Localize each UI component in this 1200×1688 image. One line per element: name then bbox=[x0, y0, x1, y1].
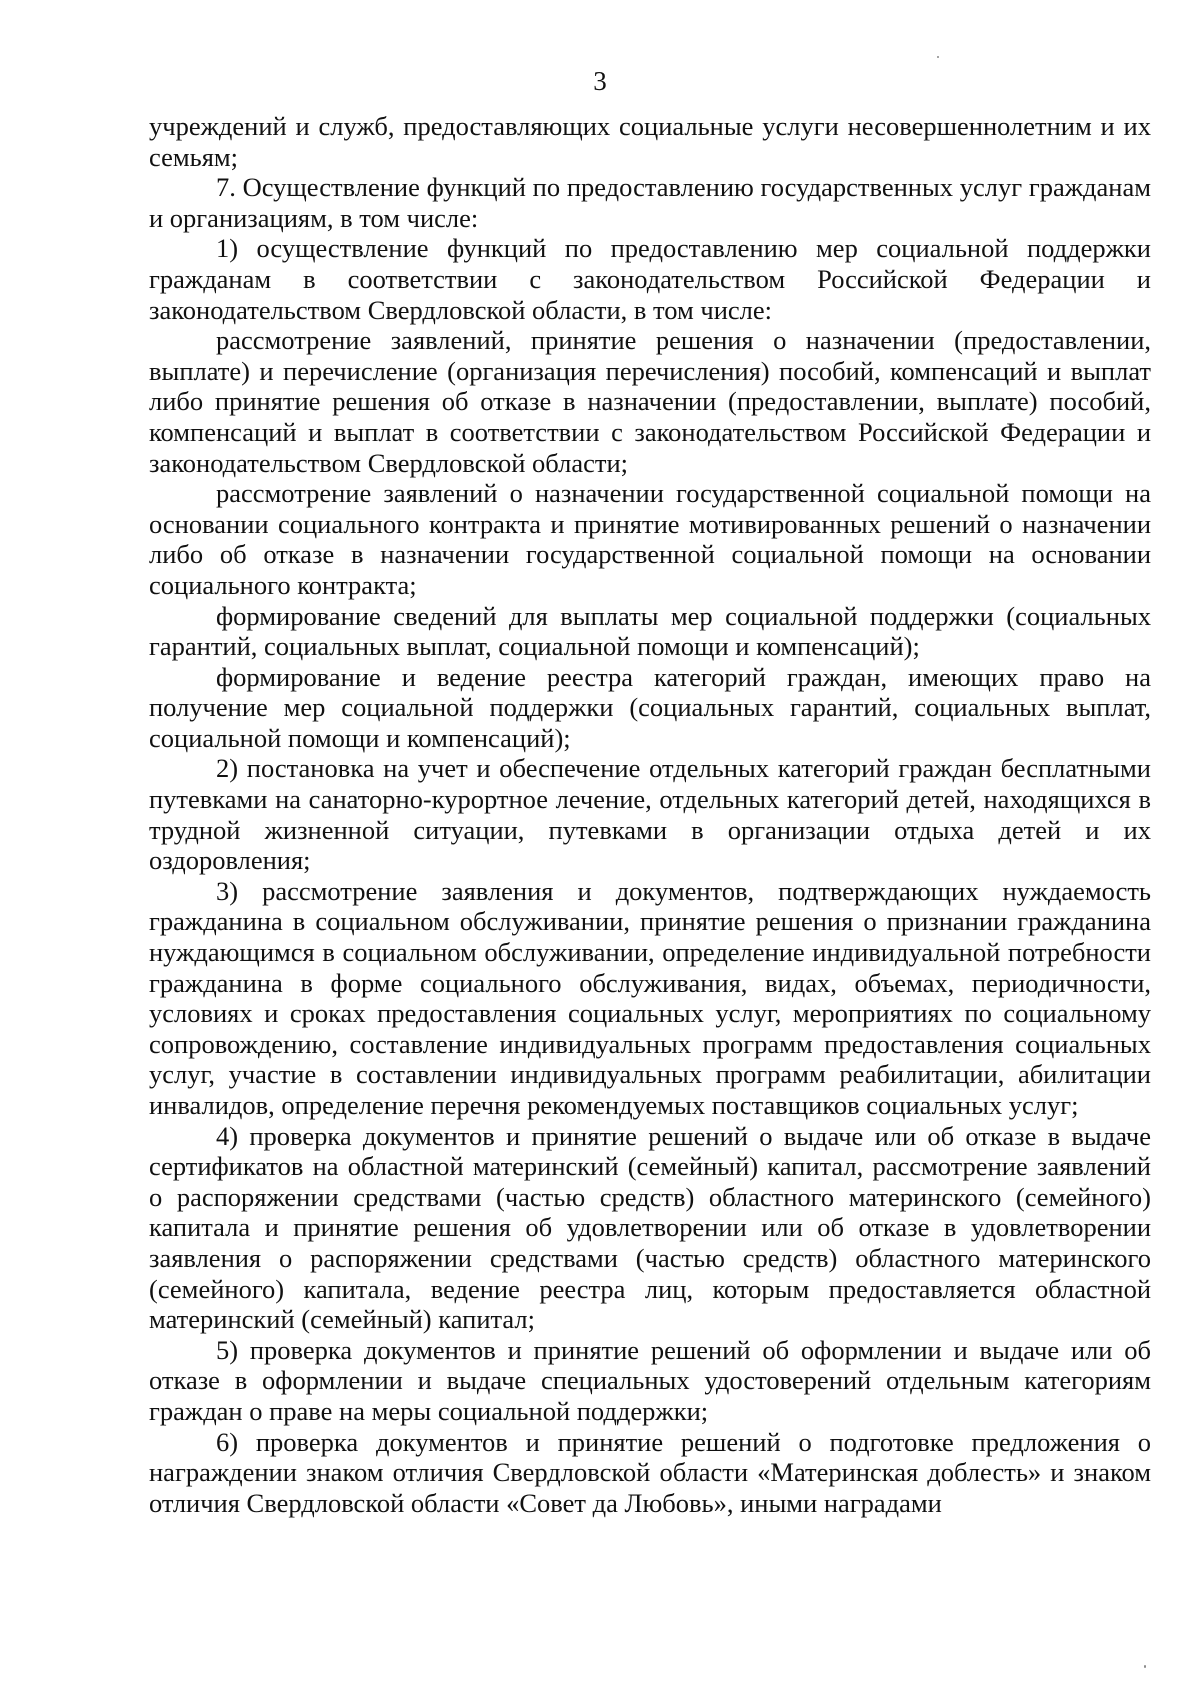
paragraph-subitem-2: 2) постановка на учет и обеспечение отдельных категорий граждан бесплатными путевками на санаторно-курортное лечение, отдельных категорий детей, находящихся в трудной жизненной ситуации, путевками в организации отдыха детей и их оздоровления; bbox=[149, 753, 1151, 876]
paragraph-subitem-4: 4) проверка документов и принятие решений о выдаче или об отказе в выдаче сертификатов на областной материнский (семейный) капитал, рассмотрение заявлений о распоряжении средствами (частью средств) областного материнского (семейного) капитала и принятие решения об удовлетворении или об отказе в удовлетворении заявления о распоряжении средствами (частью средств) областного материнского (семейного) капитала, ведение реестра лиц, которым предоставляется областной материнский (семейный) капитал; bbox=[149, 1120, 1151, 1335]
paragraph-subitem-6: 6) проверка документов и принятие решений о подготовке предложения о награждении знаком отличия Свердловской области «Материнская доблесть» и знаком отличия Свердловской области «Совет да Любовь», иными наградами bbox=[149, 1426, 1151, 1518]
document-body bbox=[149, 111, 1151, 1518]
paragraph-subitem-5: 5) проверка документов и принятие решений об оформлении и выдаче или об отказе в оформлении и выдаче специальных удостоверений отдельным категориям граждан о праве на меры социальной поддержки; bbox=[149, 1334, 1151, 1426]
paragraph-item-7: 7. Осуществление функций по предоставлению государственных услуг гражданам и организациям, в том числе: bbox=[149, 172, 1151, 233]
paragraph-social-contract: рассмотрение заявлений о назначении государственной социальной помощи на основании социального контракта и принятие мотивированных решений о назначении либо об отказе в назначении государственной социальной помощи на основании социального контракта; bbox=[149, 478, 1151, 600]
paragraph-subitem-1: 1) осуществление функций по предоставлению мер социальной поддержки гражданам в соответствии с законодательством Российской Федерации и законодательством Свердловской области, в том числе: bbox=[149, 233, 1151, 325]
paragraph-registry: формирование и ведение реестра категорий граждан, имеющих право на получение мер социальной поддержки (социальных гарантий, социальных выплат, социальной помощи и компенсаций); bbox=[149, 661, 1151, 753]
paragraph-subitem-3: 3) рассмотрение заявления и документов, подтверждающих нуждаемость гражданина в социальном обслуживании, принятие решения о признании гражданина нуждающимся в социальном обслуживании, определение индивидуальной потребности гражданина в форме социального обслуживания, видах, объемах, периодичности, условиях и сроках предоставления социальных услуг, мероприятиях по социальному сопровождению, составление индивидуальных программ предоставления социальных услуг, участие в составлении индивидуальных программ реабилитации, абилитации инвалидов, определение перечня рекомендуемых поставщиков социальных услуг; bbox=[149, 875, 1151, 1120]
scan-speck bbox=[1144, 1665, 1146, 1668]
paragraph-continuation: учреждений и служб, предоставляющих социальные услуги несовершеннолетним и их семьям; bbox=[149, 111, 1151, 172]
paragraph-benefits-review: рассмотрение заявлений, принятие решения о назначении (предоставлении, выплате) и перечисление (организация перечисления) пособий, компенсаций и выплат либо принятие решения об отказе в назначении (предоставлении, выплате) пособий, компенсаций и выплат в соответствии с законодательством Российской Федерации и законодательством Свердловской области; bbox=[149, 325, 1151, 478]
page-number: 3 bbox=[593, 66, 607, 96]
scan-speck bbox=[937, 56, 939, 58]
paragraph-payment-info: формирование сведений для выплаты мер социальной поддержки (социальных гарантий, социальных выплат, социальной помощи и компенсаций); bbox=[149, 600, 1151, 662]
